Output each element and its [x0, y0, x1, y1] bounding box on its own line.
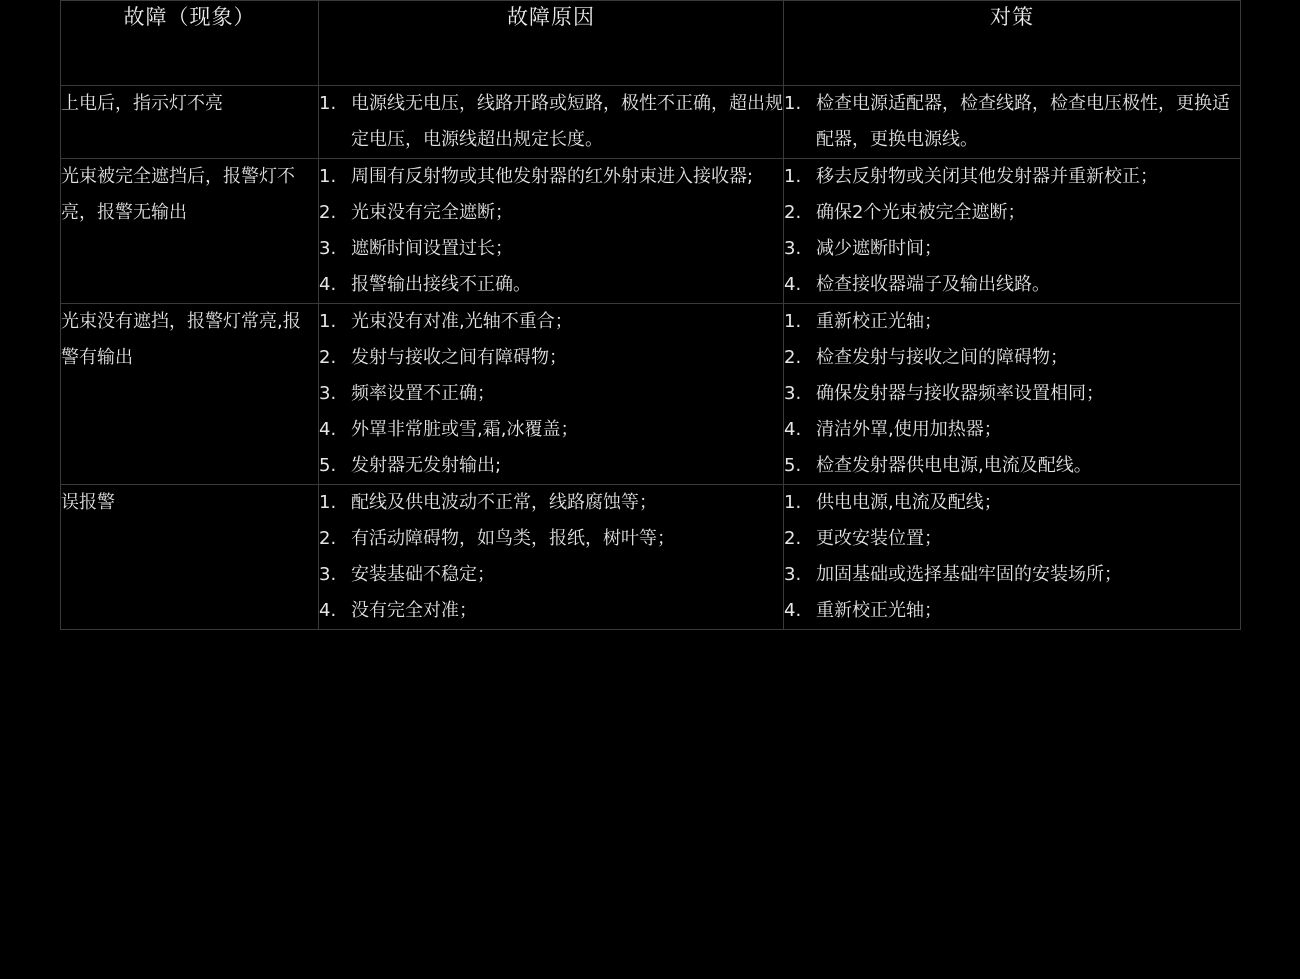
list-item-text: 配线及供电波动不正常，线路腐蚀等；	[351, 492, 657, 513]
cell-action-list	[784, 86, 1240, 158]
list-item-text: 移去反射物或关闭其他发射器并重新校正；	[816, 166, 1158, 187]
list-item	[784, 304, 1240, 340]
column-header-symptom: 故障（现象）	[61, 1, 319, 86]
list-item-text: 加固基础或选择基础牢固的安装场所；	[816, 564, 1122, 585]
list-item	[784, 195, 1240, 231]
list-item-index: 3.	[784, 564, 802, 585]
cell-cause-list	[319, 86, 783, 158]
list-item	[319, 485, 783, 521]
list-item-text: 检查电源适配器，检查线路，检查电压极性，更换适配器，更换电源线。	[816, 93, 1230, 150]
list-item-text: 更改安装位置；	[816, 528, 942, 549]
list-item	[319, 159, 783, 195]
table-row	[61, 485, 1241, 630]
table-row	[61, 86, 1241, 159]
list-item-text: 重新校正光轴；	[816, 600, 942, 621]
list-item-index: 5.	[319, 455, 337, 476]
list-item-text: 光束没有对准,光轴不重合；	[351, 311, 573, 332]
cell-action	[784, 86, 1241, 159]
list-item-text: 供电电源,电流及配线；	[816, 492, 1002, 513]
column-header-action: 对策	[784, 1, 1241, 86]
symptom-text: 光束没有遮挡，报警灯常亮,报警有输出	[61, 311, 301, 368]
cell-symptom	[61, 304, 319, 485]
list-item-text: 发射器无发射输出;	[351, 455, 502, 476]
cell-action-list	[784, 485, 1240, 629]
list-item-text: 减少遮断时间；	[816, 238, 942, 259]
list-item-index: 5.	[784, 455, 802, 476]
list-item-index: 1.	[784, 492, 802, 513]
list-item	[784, 340, 1240, 376]
list-item-text: 周围有反射物或其他发射器的红外射束进入接收器;	[351, 166, 754, 187]
table-header-row	[61, 1, 1241, 86]
cell-cause-list	[319, 304, 783, 484]
cell-symptom	[61, 86, 319, 159]
list-item-index: 4.	[319, 274, 337, 295]
list-item-text: 清洁外罩,使用加热器；	[816, 419, 1002, 440]
list-item-index: 3.	[319, 238, 337, 259]
list-item	[784, 159, 1240, 195]
list-item-text: 光束没有完全遮断；	[351, 202, 513, 223]
list-item-text: 确保2个光束被完全遮断；	[816, 202, 1026, 223]
list-item-index: 2.	[319, 347, 337, 368]
troubleshooting-table	[60, 0, 1241, 630]
list-item	[784, 448, 1240, 484]
list-item-index: 3.	[319, 564, 337, 585]
list-item-index: 4.	[319, 419, 337, 440]
table-row	[61, 159, 1241, 304]
list-item	[784, 521, 1240, 557]
list-item-text: 没有完全对准；	[351, 600, 477, 621]
cell-action-list	[784, 304, 1240, 484]
list-item-index: 1.	[784, 166, 802, 187]
cell-cause	[319, 159, 784, 304]
list-item-text: 安装基础不稳定；	[351, 564, 495, 585]
cell-cause-list	[319, 159, 783, 303]
list-item	[784, 557, 1240, 593]
column-header-cause: 故障原因	[319, 1, 784, 86]
list-item	[319, 86, 783, 158]
cell-symptom	[61, 159, 319, 304]
cell-action	[784, 159, 1241, 304]
cell-cause	[319, 485, 784, 630]
list-item-index: 4.	[784, 274, 802, 295]
list-item-text: 检查发射器供电电源,电流及配线。	[816, 455, 1092, 476]
cell-cause	[319, 86, 784, 159]
list-item-text: 外罩非常脏或雪,霜,冰覆盖；	[351, 419, 579, 440]
table-body	[61, 86, 1241, 630]
list-item-index: 2.	[319, 528, 337, 549]
list-item-text: 遮断时间设置过长；	[351, 238, 513, 259]
list-item	[784, 376, 1240, 412]
list-item-index: 1.	[784, 93, 802, 114]
symptom-text: 光束被完全遮挡后，报警灯不亮，报警无输出	[61, 166, 295, 223]
list-item	[784, 231, 1240, 267]
list-item	[319, 557, 783, 593]
list-item-text: 电源线无电压，线路开路或短路，极性不正确，超出规定电压，电源线超出规定长度。	[351, 93, 783, 150]
symptom-text: 上电后，指示灯不亮	[61, 93, 223, 114]
list-item-text: 重新校正光轴；	[816, 311, 942, 332]
list-item	[319, 448, 783, 484]
cell-symptom	[61, 485, 319, 630]
list-item	[319, 412, 783, 448]
list-item-text: 检查发射与接收之间的障碍物；	[816, 347, 1068, 368]
list-item	[319, 267, 783, 303]
symptom-text: 误报警	[61, 492, 115, 513]
list-item	[319, 231, 783, 267]
table-row	[61, 304, 1241, 485]
list-item	[784, 485, 1240, 521]
cell-action	[784, 485, 1241, 630]
list-item-index: 4.	[784, 600, 802, 621]
list-item	[784, 86, 1240, 158]
list-item-text: 检查接收器端子及输出线路。	[816, 274, 1050, 295]
cell-action	[784, 304, 1241, 485]
list-item	[319, 521, 783, 557]
list-item-index: 4.	[784, 419, 802, 440]
list-item-text: 确保发射器与接收器频率设置相同；	[816, 383, 1104, 404]
cell-cause	[319, 304, 784, 485]
list-item-index: 1.	[784, 311, 802, 332]
list-item-text: 发射与接收之间有障碍物；	[351, 347, 567, 368]
list-item	[319, 593, 783, 629]
list-item	[319, 304, 783, 340]
list-item	[784, 267, 1240, 303]
list-item	[784, 412, 1240, 448]
list-item	[319, 376, 783, 412]
list-item-index: 4.	[319, 600, 337, 621]
list-item	[784, 593, 1240, 629]
list-item-index: 1.	[319, 492, 337, 513]
list-item	[319, 340, 783, 376]
cell-action-list	[784, 159, 1240, 303]
cell-cause-list	[319, 485, 783, 629]
table-header	[61, 1, 1241, 86]
list-item	[319, 195, 783, 231]
list-item-text: 有活动障碍物，如鸟类，报纸，树叶等；	[351, 528, 675, 549]
list-item-text: 频率设置不正确；	[351, 383, 495, 404]
list-item-index: 2.	[784, 347, 802, 368]
list-item-index: 1.	[319, 166, 337, 187]
list-item-index: 2.	[784, 202, 802, 223]
list-item-index: 3.	[319, 383, 337, 404]
list-item-index: 1.	[319, 93, 337, 114]
list-item-index: 3.	[784, 383, 802, 404]
list-item-index: 2.	[319, 202, 337, 223]
fault-table-container	[60, 0, 1240, 630]
list-item-index: 3.	[784, 238, 802, 259]
list-item-index: 2.	[784, 528, 802, 549]
list-item-text: 报警输出接线不正确。	[351, 274, 531, 295]
list-item-index: 1.	[319, 311, 337, 332]
